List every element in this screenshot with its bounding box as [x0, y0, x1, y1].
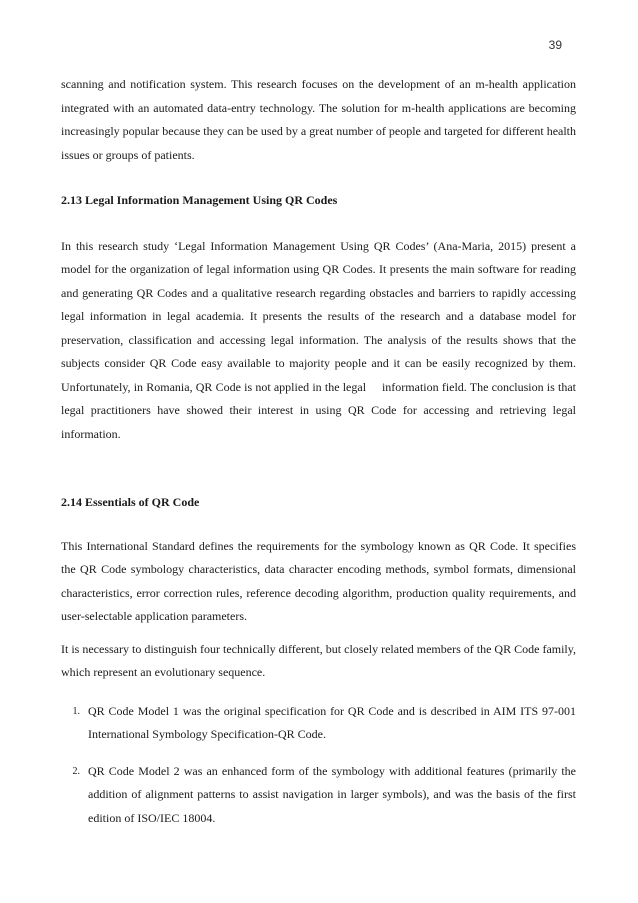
list-item-number: 2. [72, 765, 80, 777]
section-heading-2-14: 2.14 Essentials of QR Code [61, 495, 200, 509]
qr-model-list [61, 700, 576, 831]
section-heading-2-13: 2.13 Legal Information Management Using QR Codes [61, 193, 338, 207]
list-item-number: 1. [72, 705, 80, 717]
paragraph-standard: This International Standard defines the requirements for the symbology known as QR Code. It specifies the QR Code symbology characteristics, data character encoding methods, symbol formats, dimensional characteristics, error correction rules, reference decoding algorithm, production quality requirements, and user-selectable application parameters. [61, 538, 576, 623]
list-item-text: QR Code Model 1 was the original specification for QR Code and is described in AIM ITS 97-001 International Symbology Specification-QR Code. [88, 703, 576, 741]
document-body [61, 73, 576, 830]
paragraph-legal-study: In this research study ‘Legal Information Management Using QR Codes’ (Ana-Maria, 2015) present a model for the organization of legal information using QR Codes. It presents the main software for reading and generating QR Codes and a qualitative research regarding obstacles and barriers to rapidly accessing legal information in legal academia. It presents the results of the research and a database model for preservation, classification and accessing legal information. The analysis of the results shows that the subjects consider QR Code easy available to majority people and it can be easily recognized by them. Unfortunately, in Romania, QR Code is not applied in the legal information field. The conclusion is that legal practitioners have showed their interest in using QR Code for accessing and retrieving legal information. [61, 238, 576, 441]
page-number: 39 [548, 38, 562, 52]
list-item [61, 760, 576, 831]
list-item [61, 700, 576, 747]
paragraph-members: It is necessary to distinguish four technically different, but closely related members of the QR Code family, which represent an evolutionary sequence. [61, 641, 576, 679]
list-item-text: QR Code Model 2 was an enhanced form of the symbology with additional features (primarily the addition of alignment patterns to assist navigation in larger symbols), and was the basis of the first edition of ISO/IEC 18004. [88, 763, 576, 825]
paragraph-intro: scanning and notification system. This research focuses on the development of an m-health application integrated with an automated data-entry technology. The solution for m-health applications are becoming increasingly popular because they can be used by a great number of people and targeted for different health issues or groups of patients. [61, 77, 577, 162]
